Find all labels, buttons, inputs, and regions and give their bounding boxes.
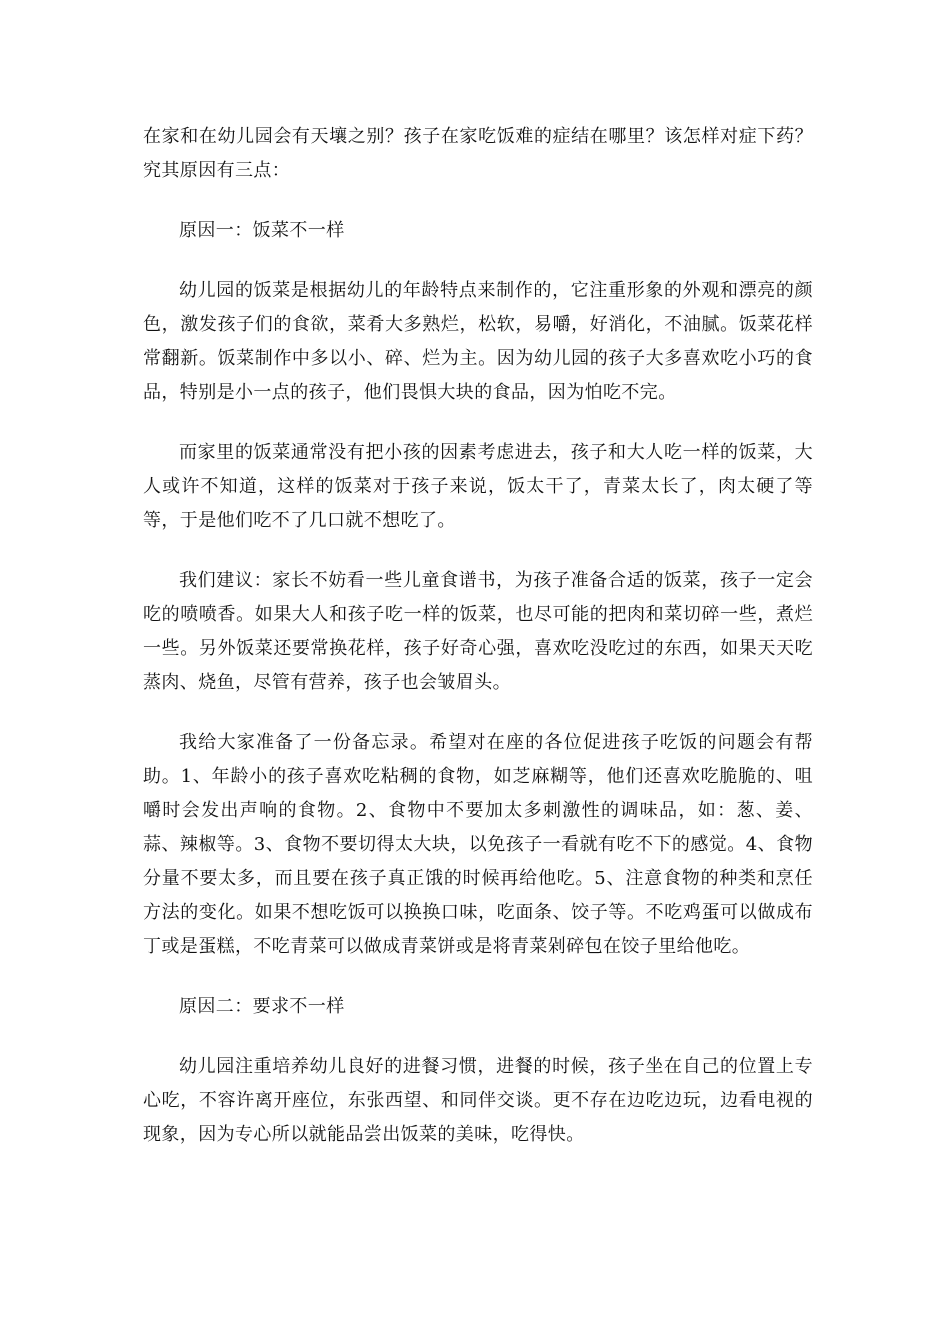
paragraph-kindergarten-food: 幼儿园的饭菜是根据幼儿的年龄特点来制作的，它注重形象的外观和漂亮的颜色，激发孩子们的食欲，菜肴大多熟烂，松软，易嚼，好消化，不油腻。饭菜花样常翻新。饭菜制作中多以小、碎、烂为主。因为幼儿园的孩子大多喜欢吃小巧的食品，特别是小一点的孩子，他们畏惧大块的食品，因为怕吃不完。 <box>143 280 813 403</box>
paragraph-suggestion: 我们建议：家长不妨看一些儿童食谱书，为孩子准备合适的饭菜，孩子一定会吃的喷喷香。如果大人和孩子吃一样的饭菜，也尽可能的把肉和菜切碎一些，煮烂一些。另外饭菜还要常换花样，孩子好奇心强，喜欢吃没吃过的东西，如果天天吃蒸肉、烧鱼，尽管有营养，孩子也会皱眉头。 <box>143 570 813 693</box>
section-heading-reason-two: 原因二：要求不一样 <box>179 996 345 1017</box>
paragraph-home-food: 而家里的饭菜通常没有把小孩的因素考虑进去，孩子和大人吃一样的饭菜，大人或许不知道，这样的饭菜对于孩子来说，饭太干了，青菜太长了，肉太硬了等等，于是他们吃不了几口就不想吃了。 <box>143 442 813 531</box>
paragraph-memo: 我给大家准备了一份备忘录。希望对在座的各位促进孩子吃饭的问题会有帮助。1、年龄小的孩子喜欢吃粘稠的食物，如芝麻糊等，他们还喜欢吃脆脆的、咀嚼时会发出声响的食物。2、食物中不要加太多刺激性的调味品，如：葱、姜、蒜、辣椒等。3、食物不要切得太大块，以免孩子一看就有吃不下的感觉。4、食物分量不要太多，而且要在孩子真正饿的时候再给他吃。5、注意食物的种类和烹任方法的变化。如果不想吃饭可以换换口味，吃面条、饺子等。不吃鸡蛋可以做成布丁或是蛋糕，不吃青菜可以做成青菜饼或是将青菜剁碎包在饺子里给他吃。 <box>143 732 813 957</box>
paragraph-requirements: 幼儿园注重培养幼儿良好的进餐习惯，进餐的时候，孩子坐在自己的位置上专心吃，不容许离开座位，东张西望、和同伴交谈。更不存在边吃边玩，边看电视的现象，因为专心所以就能品尝出饭菜的美味，吃得快。 <box>143 1056 813 1145</box>
document-body <box>143 120 813 1178</box>
paragraph-intro: 在家和在幼儿园会有天壤之别？孩子在家吃饭难的症结在哪里？该怎样对症下药？究其原因有三点： <box>143 126 813 181</box>
section-heading-reason-one: 原因一：饭菜不一样 <box>179 220 345 241</box>
